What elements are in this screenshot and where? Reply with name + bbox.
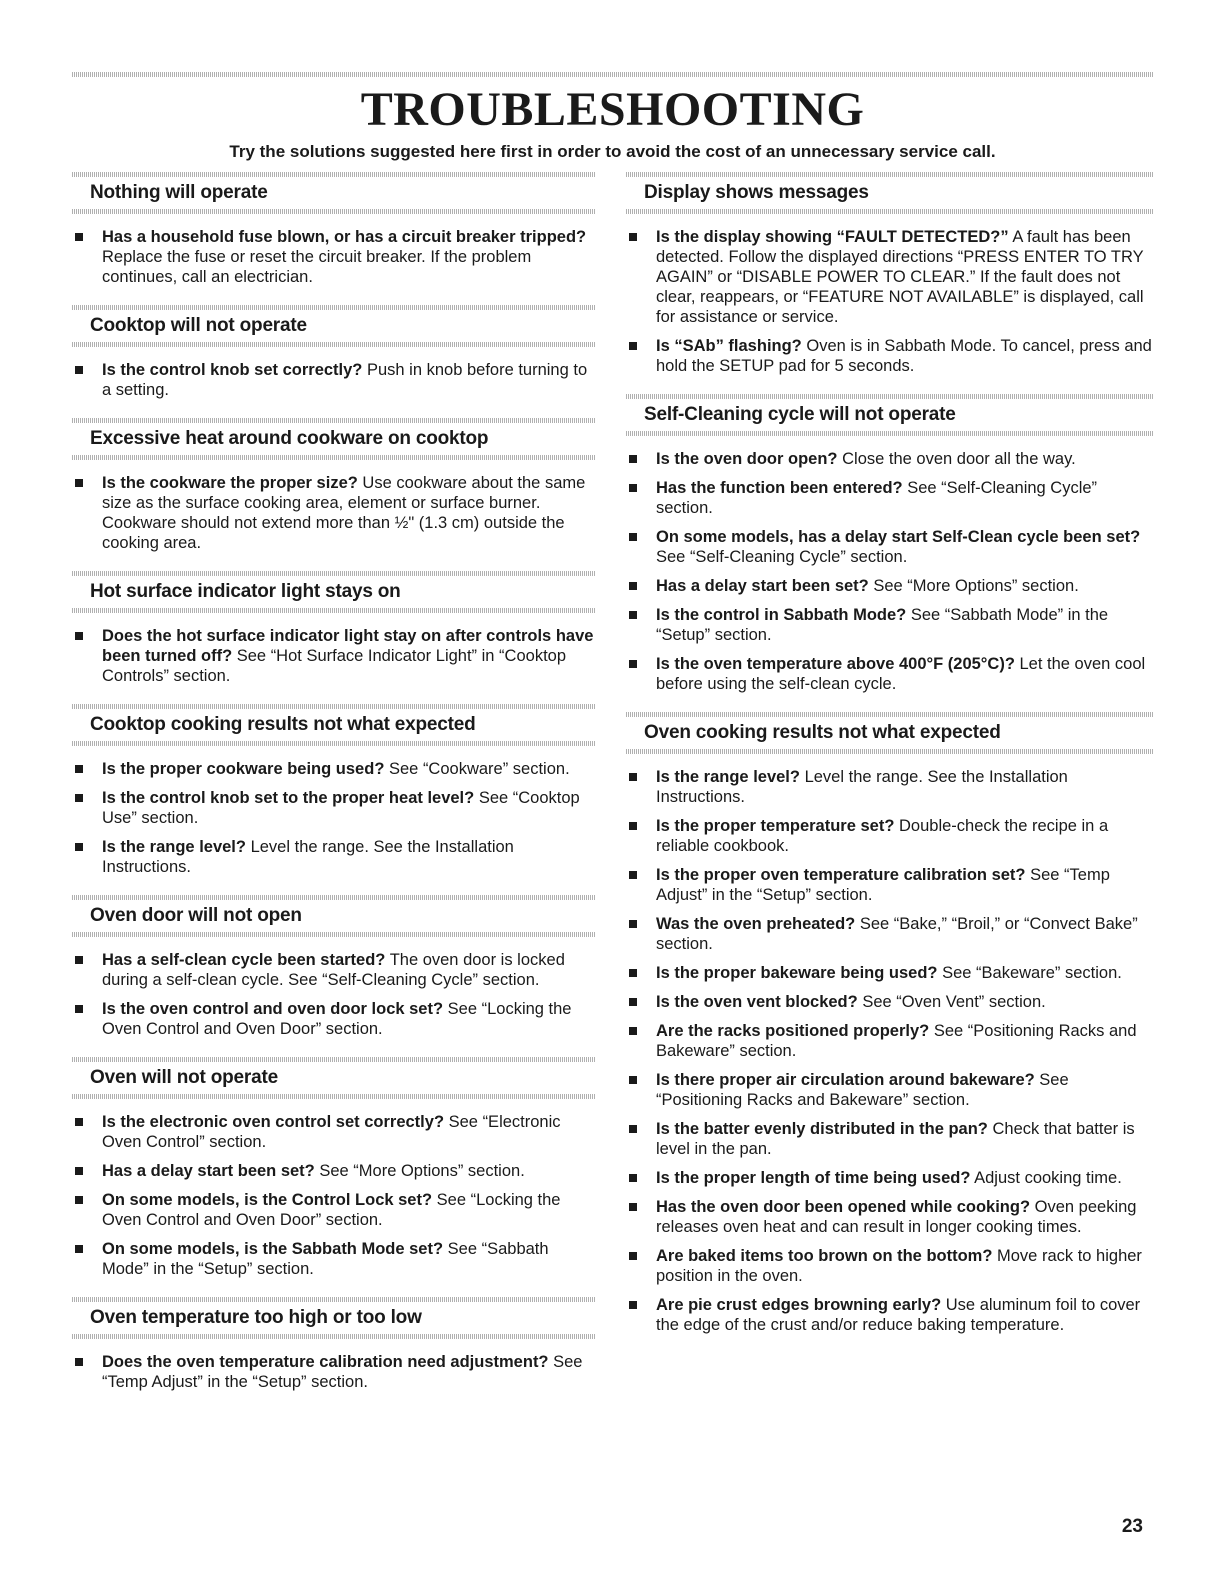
square-bullet-icon [629,822,637,830]
question-list [72,473,596,553]
item-question: Is the range level? [102,838,246,856]
troubleshooting-item [626,605,1154,645]
item-question: Is the proper oven temperature calibration set? [656,866,1026,884]
square-bullet-icon [75,843,83,851]
item-answer: See “Sabbath Mode” in the “Setup” section. [656,606,1109,644]
item-answer: See “Cooktop Use” section. [102,789,580,827]
item-question: Is the electronic oven control set correctly? [102,1113,445,1131]
section-title: Oven temperature too high or too low [90,1307,422,1328]
item-question: Is there proper air circulation around bakeware? [656,1071,1035,1089]
item-answer: Push in knob before turning to a setting. [102,361,588,399]
question-list [72,227,596,287]
square-bullet-icon [629,1252,637,1260]
section-header [72,305,596,347]
question-list [626,227,1154,376]
item-answer: See “Self-Cleaning Cycle” section. [656,479,1098,517]
item-answer: The oven door is locked during a self-clean cycle. See “Self-Cleaning Cycle” section. [102,951,565,989]
section-title: Display shows messages [644,182,869,203]
troubleshooting-item [626,816,1154,856]
troubleshooting-item [626,1070,1154,1110]
item-question: Is the control knob set to the proper heat level? [102,789,475,807]
square-bullet-icon [75,1196,83,1204]
troubleshooting-item [626,478,1154,518]
section-hot-surface-indicator-light-stays-on [72,571,596,686]
item-question: Does the hot surface indicator light stay on after controls have been turned off? [102,627,594,665]
page-subtitle: Try the solutions suggested here first in order to avoid the cost of an unnecessary service call. [229,142,996,161]
square-bullet-icon [629,233,637,241]
item-question: Is the proper cookware being used? [102,760,385,778]
section-oven-temperature-too-high-or-too-low [72,1297,596,1392]
item-answer: See “Electronic Oven Control” section. [102,1113,561,1151]
troubleshooting-item [626,654,1154,694]
section-title: Oven cooking results not what expected [644,722,1001,743]
section-oven-will-not-operate [72,1057,596,1279]
square-bullet-icon [75,1167,83,1175]
square-bullet-icon [629,920,637,928]
item-question: Is the oven vent blocked? [656,993,858,1011]
item-question: Has the oven door been opened while cooking? [656,1198,1031,1216]
troubleshooting-item [626,449,1154,469]
square-bullet-icon [75,1358,83,1366]
section-title: Oven door will not open [90,905,302,926]
troubleshooting-item [626,336,1154,376]
item-question: Is the control in Sabbath Mode? [656,606,907,624]
square-bullet-icon [75,632,83,640]
square-bullet-icon [629,1076,637,1084]
square-bullet-icon [629,484,637,492]
section-nothing-will-operate [72,172,596,287]
item-question: Has a self-clean cycle been started? [102,951,386,969]
item-answer: Use aluminum foil to cover the edge of the crust and/or reduce baking temperature. [656,1296,1141,1334]
question-list [72,759,596,877]
item-answer: Level the range. See the Installation Instructions. [102,838,514,876]
troubleshooting-item [626,1246,1154,1286]
item-question: Are the racks positioned properly? [656,1022,930,1040]
top-rule [72,72,1154,77]
section-header [626,712,1154,754]
troubleshooting-item [72,227,596,287]
item-question: Is the batter evenly distributed in the pan? [656,1120,988,1138]
item-answer: See “Temp Adjust” in the “Setup” section. [656,866,1110,904]
item-answer: See “Bakeware” section. [942,964,1122,982]
item-question: Is the proper temperature set? [656,817,895,835]
troubleshooting-item [626,865,1154,905]
item-question: On some models, is the Sabbath Mode set? [102,1240,444,1258]
troubleshooting-item [626,992,1154,1012]
item-question: Is the cookware the proper size? [102,474,358,492]
item-question: Has a household fuse blown, or has a circuit breaker tripped? [102,228,587,246]
square-bullet-icon [629,660,637,668]
item-answer: See “More Options” section. [319,1162,525,1180]
troubleshooting-item [626,963,1154,983]
troubleshooting-item [626,527,1154,567]
item-question: Is “SAb” flashing? [656,337,802,355]
item-answer: See “Locking the Oven Control and Oven Door” section. [102,1191,561,1229]
square-bullet-icon [629,871,637,879]
square-bullet-icon [75,1245,83,1253]
item-answer: Replace the fuse or reset the circuit breaker. If the problem continues, call an electrician. [102,248,532,286]
square-bullet-icon [75,479,83,487]
item-question: Is the proper length of time being used? [656,1169,971,1187]
square-bullet-icon [629,455,637,463]
square-bullet-icon [75,233,83,241]
item-answer: Use cookware about the same size as the surface cooking area, element or surface burner. Cookware should not extend more than ½" (1.3 cm) outside the cooking area. [102,474,586,552]
item-question: Has the function been entered? [656,479,903,497]
section-excessive-heat-around-cookware-on-cooktop [72,418,596,553]
item-question: Was the oven preheated? [656,915,856,933]
item-question: Has a delay start been set? [102,1162,315,1180]
troubleshooting-item [626,227,1154,327]
item-answer: See “Locking the Oven Control and Oven Door” section. [102,1000,572,1038]
item-question: Is the proper bakeware being used? [656,964,938,982]
troubleshooting-item [72,788,596,828]
section-oven-cooking-results-not-what-expected [626,712,1154,1335]
item-question: Is the oven temperature above 400°F (205°C)? [656,655,1015,673]
item-answer: A fault has been detected. Follow the displayed directions “PRESS ENTER TO TRY AGAIN” or “DISABLE POWER TO CLEAR.” If the fault does not clear, reappears, or “FEATURE NOT AVAILABLE” is displayed, call for assistance or service. [656,228,1144,326]
question-list [626,767,1154,1335]
troubleshooting-item [72,950,596,990]
item-answer: Level the range. See the Installation Instructions. [656,768,1068,806]
item-question: Is the oven door open? [656,450,838,468]
square-bullet-icon [629,611,637,619]
square-bullet-icon [75,1118,83,1126]
section-title: Excessive heat around cookware on cooktop [90,428,489,449]
left-column [72,172,596,1410]
section-cooktop-cooking-results-not-what-expected [72,704,596,877]
item-question: Is the control knob set correctly? [102,361,363,379]
troubleshooting-item [72,999,596,1039]
item-answer: See “Temp Adjust” in the “Setup” section. [102,1353,583,1391]
troubleshooting-item [72,1161,596,1181]
item-answer: Oven is in Sabbath Mode. To cancel, press and hold the SETUP pad for 5 seconds. [656,337,1152,375]
question-list [72,1112,596,1279]
troubleshooting-item [72,360,596,400]
square-bullet-icon [629,1027,637,1035]
item-answer: See “More Options” section. [873,577,1079,595]
troubleshooting-item [72,1190,596,1230]
section-title: Cooktop will not operate [90,315,307,336]
troubleshooting-item [626,1021,1154,1061]
item-answer: Close the oven door all the way. [842,450,1076,468]
section-title: Nothing will operate [90,182,268,203]
square-bullet-icon [75,794,83,802]
troubleshooting-item [72,473,596,553]
item-answer: Check that batter is level in the pan. [656,1120,1135,1158]
troubleshooting-item [72,1239,596,1279]
section-header [72,1057,596,1099]
square-bullet-icon [629,998,637,1006]
section-display-shows-messages [626,172,1154,376]
troubleshooting-item [72,1112,596,1152]
section-header [72,172,596,214]
item-answer: See “Hot Surface Indicator Light” in “Cooktop Controls” section. [102,647,567,685]
item-question: On some models, has a delay start Self-Clean cycle been set? [656,528,1141,546]
troubleshooting-item [626,914,1154,954]
item-answer: See “Positioning Racks and Bakeware” section. [656,1022,1137,1060]
item-answer: See “Bake,” “Broil,” or “Convect Bake” section. [656,915,1138,953]
section-title: Self-Cleaning cycle will not operate [644,404,956,425]
troubleshooting-item [626,1168,1154,1188]
square-bullet-icon [75,956,83,964]
square-bullet-icon [629,1301,637,1309]
question-list [72,1352,596,1392]
square-bullet-icon [75,1005,83,1013]
section-header [72,704,596,746]
square-bullet-icon [75,366,83,374]
item-question: Is the range level? [656,768,800,786]
item-answer: Let the oven cool before using the self-clean cycle. [656,655,1146,693]
troubleshooting-item [72,759,596,779]
troubleshooting-item [626,1295,1154,1335]
section-oven-door-will-not-open [72,895,596,1039]
square-bullet-icon [629,773,637,781]
question-list [72,360,596,400]
item-answer: See “Sabbath Mode” in the “Setup” section. [102,1240,549,1278]
item-answer: See “Cookware” section. [389,760,570,778]
section-header [72,895,596,937]
section-title: Oven will not operate [90,1067,278,1088]
square-bullet-icon [629,1174,637,1182]
item-question: Is the oven control and oven door lock set? [102,1000,444,1018]
item-question: On some models, is the Control Lock set? [102,1191,433,1209]
square-bullet-icon [629,1203,637,1211]
page-number: 23 [1121,1516,1143,1537]
question-list [626,449,1154,694]
square-bullet-icon [629,533,637,541]
page-title: TROUBLESHOOTING [360,83,865,136]
section-self-cleaning-cycle-will-not-operate [626,394,1154,694]
troubleshooting-item [72,626,596,686]
item-answer: See “Positioning Racks and Bakeware” section. [656,1071,1069,1109]
square-bullet-icon [629,582,637,590]
troubleshooting-item [72,837,596,877]
item-answer: Adjust cooking time. [974,1169,1122,1187]
question-list [72,626,596,686]
section-cooktop-will-not-operate [72,305,596,400]
square-bullet-icon [629,969,637,977]
troubleshooting-item [626,767,1154,807]
troubleshooting-item [626,576,1154,596]
section-header [72,418,596,460]
section-header [626,394,1154,436]
square-bullet-icon [629,342,637,350]
section-header [626,172,1154,214]
item-answer: Oven peeking releases oven heat and can result in longer cooking times. [656,1198,1137,1236]
square-bullet-icon [75,765,83,773]
section-title: Hot surface indicator light stays on [90,581,401,602]
item-answer: Double-check the recipe in a reliable cookbook. [656,817,1109,855]
item-question: Is the display showing “FAULT DETECTED?” [656,228,1009,246]
item-answer: See “Oven Vent” section. [862,993,1046,1011]
square-bullet-icon [629,1125,637,1133]
item-answer: Move rack to higher position in the oven. [656,1247,1142,1285]
item-question: Are pie crust edges browning early? [656,1296,942,1314]
item-question: Does the oven temperature calibration need adjustment? [102,1353,549,1371]
troubleshooting-item [626,1119,1154,1159]
question-list [72,950,596,1039]
section-title: Cooktop cooking results not what expected [90,714,476,735]
item-answer: See “Self-Cleaning Cycle” section. [656,548,908,566]
item-question: Are baked items too brown on the bottom? [656,1247,993,1265]
troubleshooting-item [72,1352,596,1392]
item-question: Has a delay start been set? [656,577,869,595]
troubleshooting-item [626,1197,1154,1237]
section-header [72,1297,596,1339]
section-header [72,571,596,613]
right-column [626,172,1154,1353]
